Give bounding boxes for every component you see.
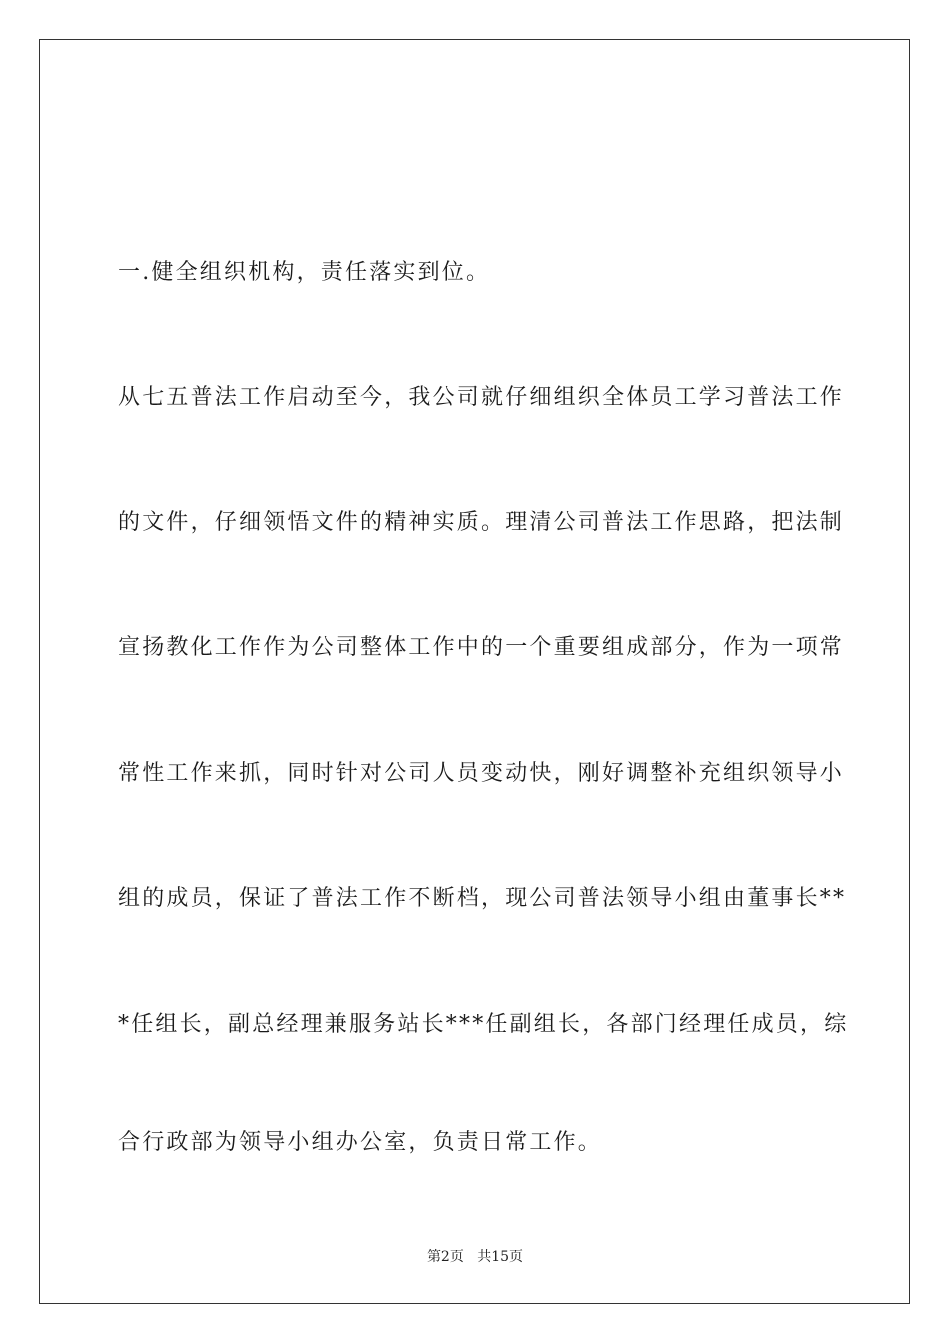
page-total: 共15页 [477,1249,524,1265]
page-footer [0,1248,950,1266]
paragraph-line-6: *任组长，副总经理兼服务站长***任副组长，各部门经理任成员，综 [118,1012,849,1037]
paragraph-line-2: 的文件，仔细领悟文件的精神实质。理清公司普法工作思路，把法制 [118,510,845,535]
paragraph-line-3: 宣扬教化工作作为公司整体工作中的一个重要组成部分，作为一项常 [118,635,845,660]
paragraph-line-4: 常性工作来抓，同时针对公司人员变动快，刚好调整补充组织领导小 [118,761,845,786]
page-number: 第2页 [426,1249,464,1265]
paragraph-line-7: 合行政部为领导小组办公室，负责日常工作。 [118,1130,603,1155]
paragraph-line-1: 从七五普法工作启动至今，我公司就仔细组织全体员工学习普法工作 [118,385,845,410]
page-border [39,39,910,1304]
section-heading: 一.健全组织机构，责任落实到位。 [118,260,491,285]
paragraph-line-5: 组的成员，保证了普法工作不断档，现公司普法领导小组由董事长** [118,886,847,911]
